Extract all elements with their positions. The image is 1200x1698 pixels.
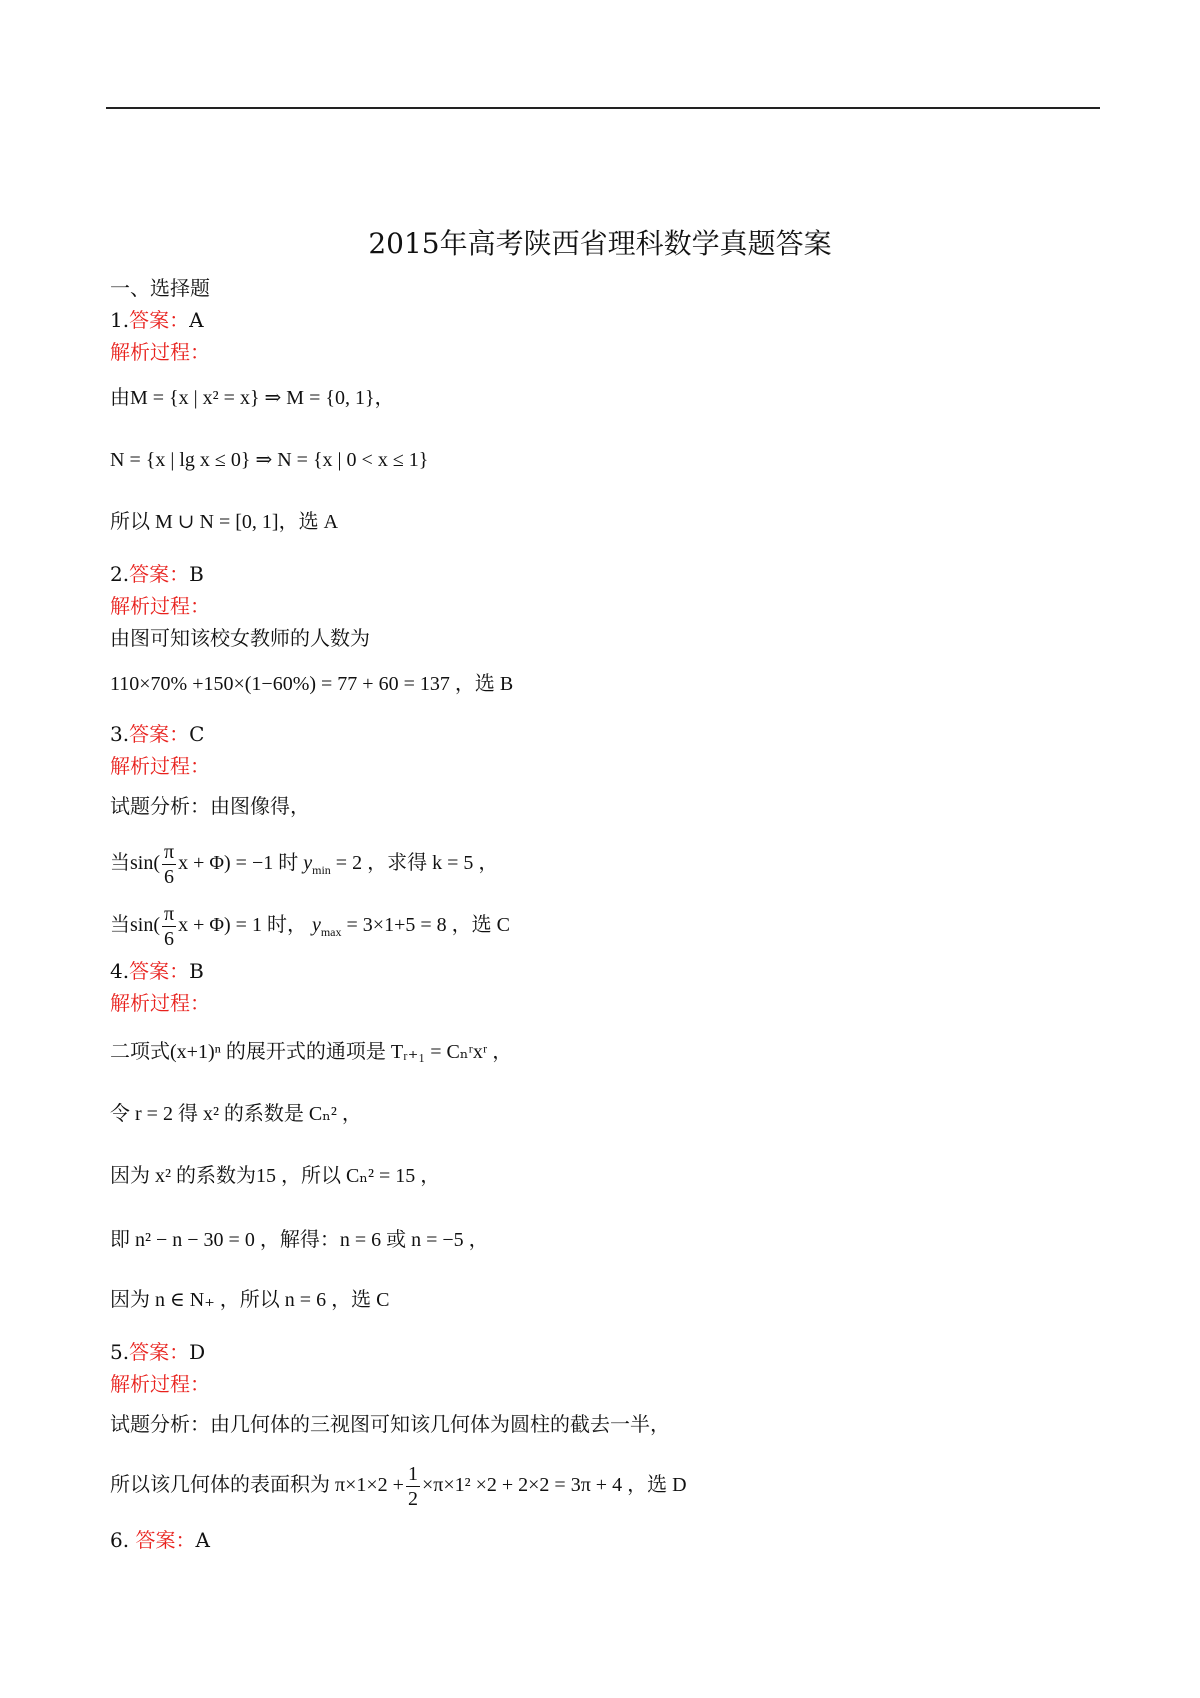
q3-line-2: 当sin( $\frac{\pi}{6}$ x + Φ) = −1 时 $y_{min} = 2$ ，求得 k = 5 ，: [110, 841, 499, 888]
page-title: 2015年高考陕西省理科数学真题答案: [368, 227, 832, 260]
q5-line-1: 试题分析：由几何体的三视图可知该几何体为圆柱的截去一半，: [110, 1412, 670, 1436]
q4-process-label: 解析过程：: [110, 991, 210, 1015]
q6-answer: 6. 答案：A: [110, 1528, 210, 1552]
q3-answer: 3.答案：C: [110, 722, 205, 746]
q5-process-label: 解析过程：: [110, 1372, 210, 1396]
q4-line-4: 即 n² − n − 30 = 0 ，解得：n = 6 或 n = −5 ，: [110, 1229, 489, 1251]
q3-process-label: 解析过程：: [110, 754, 210, 778]
q2-answer: 2.答案：B: [110, 562, 204, 586]
q2-line-1: 由图可知该校女教师的人数为: [110, 626, 370, 650]
q2-line-2: 110×70% +150×(1−60%) = 77 + 60 = 137 ，选 B: [110, 673, 514, 695]
q4-line-3: 因为 x² 的系数为15 ，所以 Cₙ² = 15 ，: [110, 1165, 441, 1187]
q5-answer: 5.答案：D: [110, 1340, 206, 1364]
q3-line-1: 试题分析：由图像得，: [110, 794, 310, 818]
section-heading: 一、选择题: [110, 276, 210, 300]
header-rule: [106, 107, 1100, 109]
q4-line-5: 因为 n ∈ N₊ ，所以 n = 6 ，选 C: [110, 1289, 390, 1311]
q5-line-2: 所以该几何体的表面积为 π×1×2 + $\frac{1}{2}$ ×π×1² ×2 + 2×2 = 3π + 4 ，选 D: [110, 1463, 687, 1510]
q4-answer: 4.答案：B: [110, 959, 204, 983]
q1-line-1: 由M = {x | x² = x} ⇒ M = {0, 1}，: [110, 387, 395, 409]
q4-line-2: 令 r = 2 得 x² 的系数是 Cₙ² ，: [110, 1103, 362, 1125]
q1-process-label: 解析过程：: [110, 340, 210, 364]
q1-line-2: N = {x | lg x ≤ 0} ⇒ N = {x | 0 < x ≤ 1}: [110, 449, 429, 471]
q1-line-3: 所以 M ∪ N = [0, 1]，选 A: [110, 511, 339, 533]
q4-line-1: 二项式(x+1)ⁿ 的展开式的通项是 Tᵣ₊₁ = Cₙʳxʳ ，: [110, 1041, 513, 1063]
q1-answer: 1.答案：A: [110, 308, 204, 332]
q2-process-label: 解析过程：: [110, 594, 210, 618]
q3-line-3: 当sin( $\frac{\pi}{6}$ x + Φ) = 1 时， $y_{max} = 3\times 1+5 = 8$ ，选 C: [110, 903, 510, 950]
